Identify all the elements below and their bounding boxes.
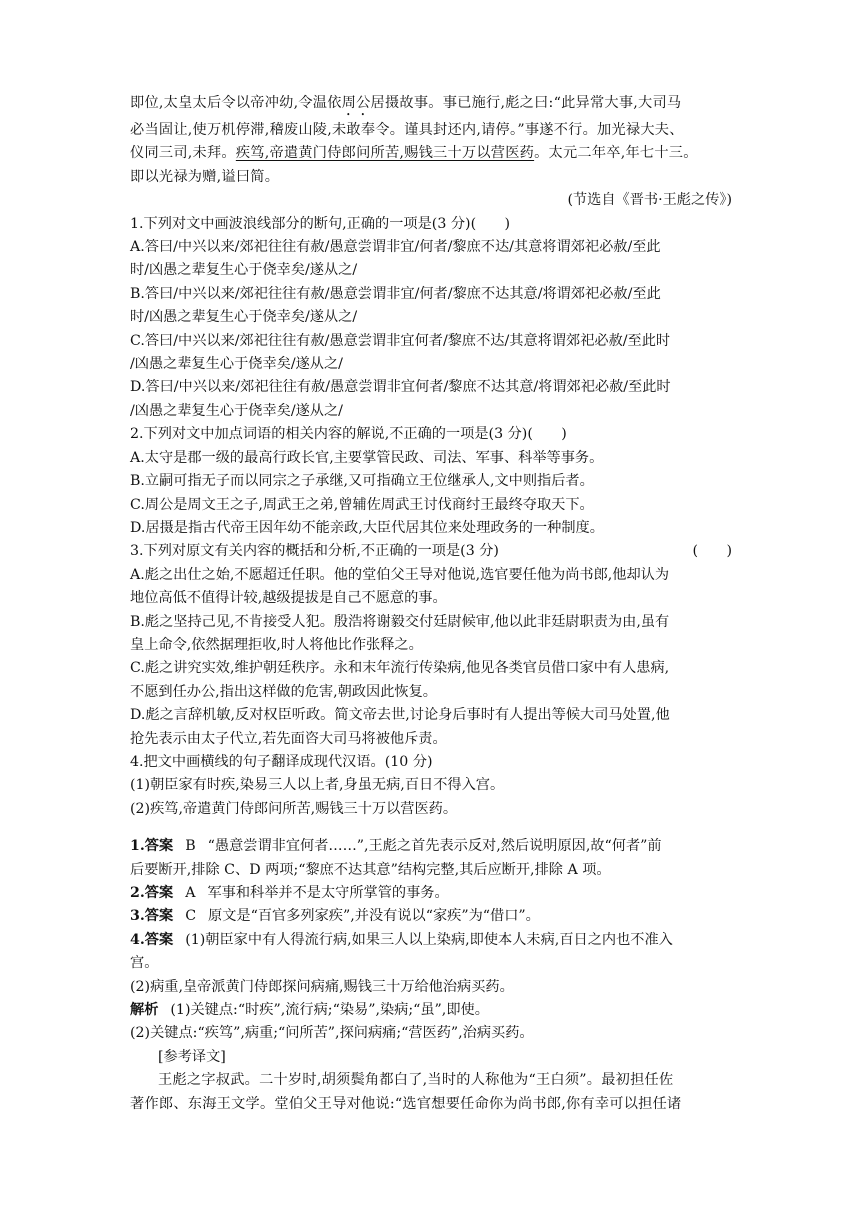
underlined-sentence: 疾笃,帝遣黄门侍郎问所苦,赐钱三十万以营医药 — [235, 145, 535, 162]
q3-option-d-cont: 抢先表示由太子代立,若先面咨大司马将被他斥责。 — [130, 730, 447, 747]
q3-option-b: B.彪之坚持己见,不肯接受人犯。殷浩将谢毅交付廷尉候审,他以此非廷尉职责为由,虽有 — [130, 613, 670, 630]
answer-text: “愚意尝谓非宜何者……”,王彪之首先表示反对,然后说明原因,故“何者”前 — [207, 838, 662, 855]
answer-4-part-2: (2)病重,皇帝派黄门侍郎探问病痛,赐钱三十万给他治病买药。 — [130, 978, 514, 995]
passage-source: (节选自《晋书·王彪之传》) — [567, 192, 732, 209]
answer-label: 2.答案 — [130, 885, 174, 901]
answer-label: 1.答案 — [130, 838, 174, 855]
q3-option-a-cont: 地位高低不值得计较,越级提拔是自己不愿意的事。 — [130, 590, 447, 607]
passage-line — [130, 92, 732, 119]
answer-2 — [130, 882, 732, 905]
q1-option-a-cont: 时/凶愚之辈复生心于侥幸矣/遂从之/ — [130, 262, 358, 279]
q1-option-a: A.答曰/中兴以来/郊祀往往有赦/愚意尝谓非宜/何者/黎庶不达/其意将谓郊祀必赦/至此 — [130, 239, 661, 256]
answer-text: 军事和科举并不是太守所掌管的事务。 — [207, 885, 449, 901]
question-1-stem: 1.下列对文中画波浪线部分的断句,正确的一项是(3 分)( ) — [130, 215, 511, 232]
translation-heading: [参考译文] — [158, 1048, 226, 1065]
q4-sentence-1: (1)朝臣家有时疾,染易三人以上者,身虽无病,百日不得入宫。 — [130, 777, 505, 794]
question-2-stem: 2.下列对文中加点词语的相关内容的解说,不正确的一项是(3 分)( ) — [130, 426, 567, 443]
answer-4 — [130, 929, 732, 952]
q4-sentence-2: (2)疾笃,帝遣黄门侍郎问所苦,赐钱三十万以营医药。 — [130, 800, 458, 817]
answer-1-cont: 后要断开,排除 C、D 两项;“黎庶不达其意”结构完整,其后应断开,排除 A 项。 — [130, 861, 611, 878]
q1-option-d: D.答曰/中兴以来/郊祀往往有赦/愚意尝谓非宜何者/黎庶不达其意/将谓郊祀必赦/至此时 — [130, 379, 671, 396]
section-gap — [130, 821, 732, 835]
q2-option-c: C.周公是周文王之子,周武王之弟,曾辅佐周武王讨伐商纣王最终夺取天下。 — [130, 496, 594, 513]
translation-paragraph-cont: 著作郎、东海王文学。堂伯父王导对他说:“选官想要任命你为尚书郎,你有幸可以担任诸 — [130, 1095, 682, 1112]
answer-label: 3.答案 — [130, 908, 174, 925]
answer-letter: A — [185, 885, 196, 901]
passage-line: 必当固让,使万机停滞,稽废山陵,未敢奉令。谨具封还内,请停。”事遂不行。加光禄大夫、 — [130, 122, 684, 138]
q2-option-a: A.太守是郡一级的最高行政长官,主要掌管民政、司法、军事、科举等事务。 — [130, 449, 604, 466]
q3-option-a: A.彪之出仕之始,不愿超迁任职。他的堂伯父王导对他说,选官要任他为尚书郎,他却认为 — [130, 566, 670, 583]
answer-letter: B — [185, 838, 196, 855]
dotted-term: 周公 — [341, 95, 371, 111]
q3-option-c-cont: 不愿到任办公,指出这样做的危害,朝政因此恢复。 — [130, 683, 437, 700]
passage-text: 即位,太皇太后令以帝冲幼,令温依 — [130, 95, 342, 111]
answer-1 — [130, 835, 732, 858]
question-4-stem: 4.把文中画横线的句子翻译成现代汉语。(10 分) — [130, 753, 433, 770]
q1-option-c: C.答曰/中兴以来/郊祀往往有赦/愚意尝谓非宜何者/黎庶不达/其意将谓郊祀必赦/至此时 — [130, 332, 671, 349]
answer-text: 原文是“百官多列家疾”,并没有说以“家疾”为“借口”。 — [208, 908, 540, 925]
document-page — [130, 92, 732, 1116]
q1-option-d-cont: /凶愚之辈复生心于侥幸矣/遂从之/ — [130, 402, 343, 419]
question-3-stem-row — [130, 540, 732, 563]
analysis-text: (1)关键点:“时疾”,流行病;“染易”,染病;“虽”,即使。 — [170, 1002, 489, 1019]
q1-option-b: B.答曰/中兴以来/郊祀往往有赦/愚意尝谓非宜/何者/黎庶不达其意/将谓郊祀必赦/至此 — [130, 285, 661, 302]
q2-option-d: D.居摄是指古代帝王因年幼不能亲政,大臣代居其位来处理政务的一种制度。 — [130, 519, 604, 536]
answer-text: (1)朝臣家中有人得流行病,如果三人以上染病,即使本人未病,百日之内也不准入 — [185, 931, 673, 948]
answer-label: 4.答案 — [130, 931, 174, 948]
answer-4-cont: 宫。 — [130, 955, 159, 972]
answer-blank: ( ) — [692, 543, 732, 560]
q3-option-d: D.彪之言辞机敏,反对权臣听政。简文帝去世,讨论身后事时有人提出等候大司马处置,他 — [130, 707, 670, 724]
answer-3 — [130, 905, 732, 928]
question-3-stem: 3.下列对原文有关内容的概括和分析,不正确的一项是(3 分) — [130, 543, 499, 560]
q3-option-b-cont: 皇上命令,依然据理拒收,时人将他比作张释之。 — [130, 636, 423, 653]
q1-option-c-cont: /凶愚之辈复生心于侥幸矣/遂从之/ — [130, 356, 343, 373]
q3-option-c: C.彪之讲究实效,维护朝廷秩序。永和末年流行传染病,他见各类官员借口家中有人患病, — [130, 660, 670, 677]
passage-text: 。太元二年卒,年七十三。 — [534, 145, 698, 162]
q2-option-b: B.立嗣可指无子而以同宗之子承继,又可指确立王位继承人,文中则指后者。 — [130, 473, 594, 490]
q1-option-b-cont: 时/凶愚之辈复生心于侥幸矣/遂从之/ — [130, 309, 358, 326]
translation-paragraph: 王彪之字叔武。二十岁时,胡须鬓角都白了,当时的人称他为“王白须”。最初担任佐 — [158, 1072, 674, 1089]
analysis-cont: (2)关键点:“疾笃”,病重;“问所苦”,探问病痛;“营医药”,治病买药。 — [130, 1025, 534, 1042]
passage-text: 居摄故事。事已施行,彪之曰:“此异常大事,大司马 — [370, 95, 682, 111]
analysis — [130, 999, 732, 1022]
answer-letter: C — [185, 908, 197, 925]
analysis-label: 解析 — [130, 1002, 159, 1019]
passage-text: 仪同三司,未拜。 — [130, 145, 236, 162]
passage-line — [130, 142, 732, 165]
passage-line: 即以光禄为赠,谥曰简。 — [130, 168, 280, 185]
